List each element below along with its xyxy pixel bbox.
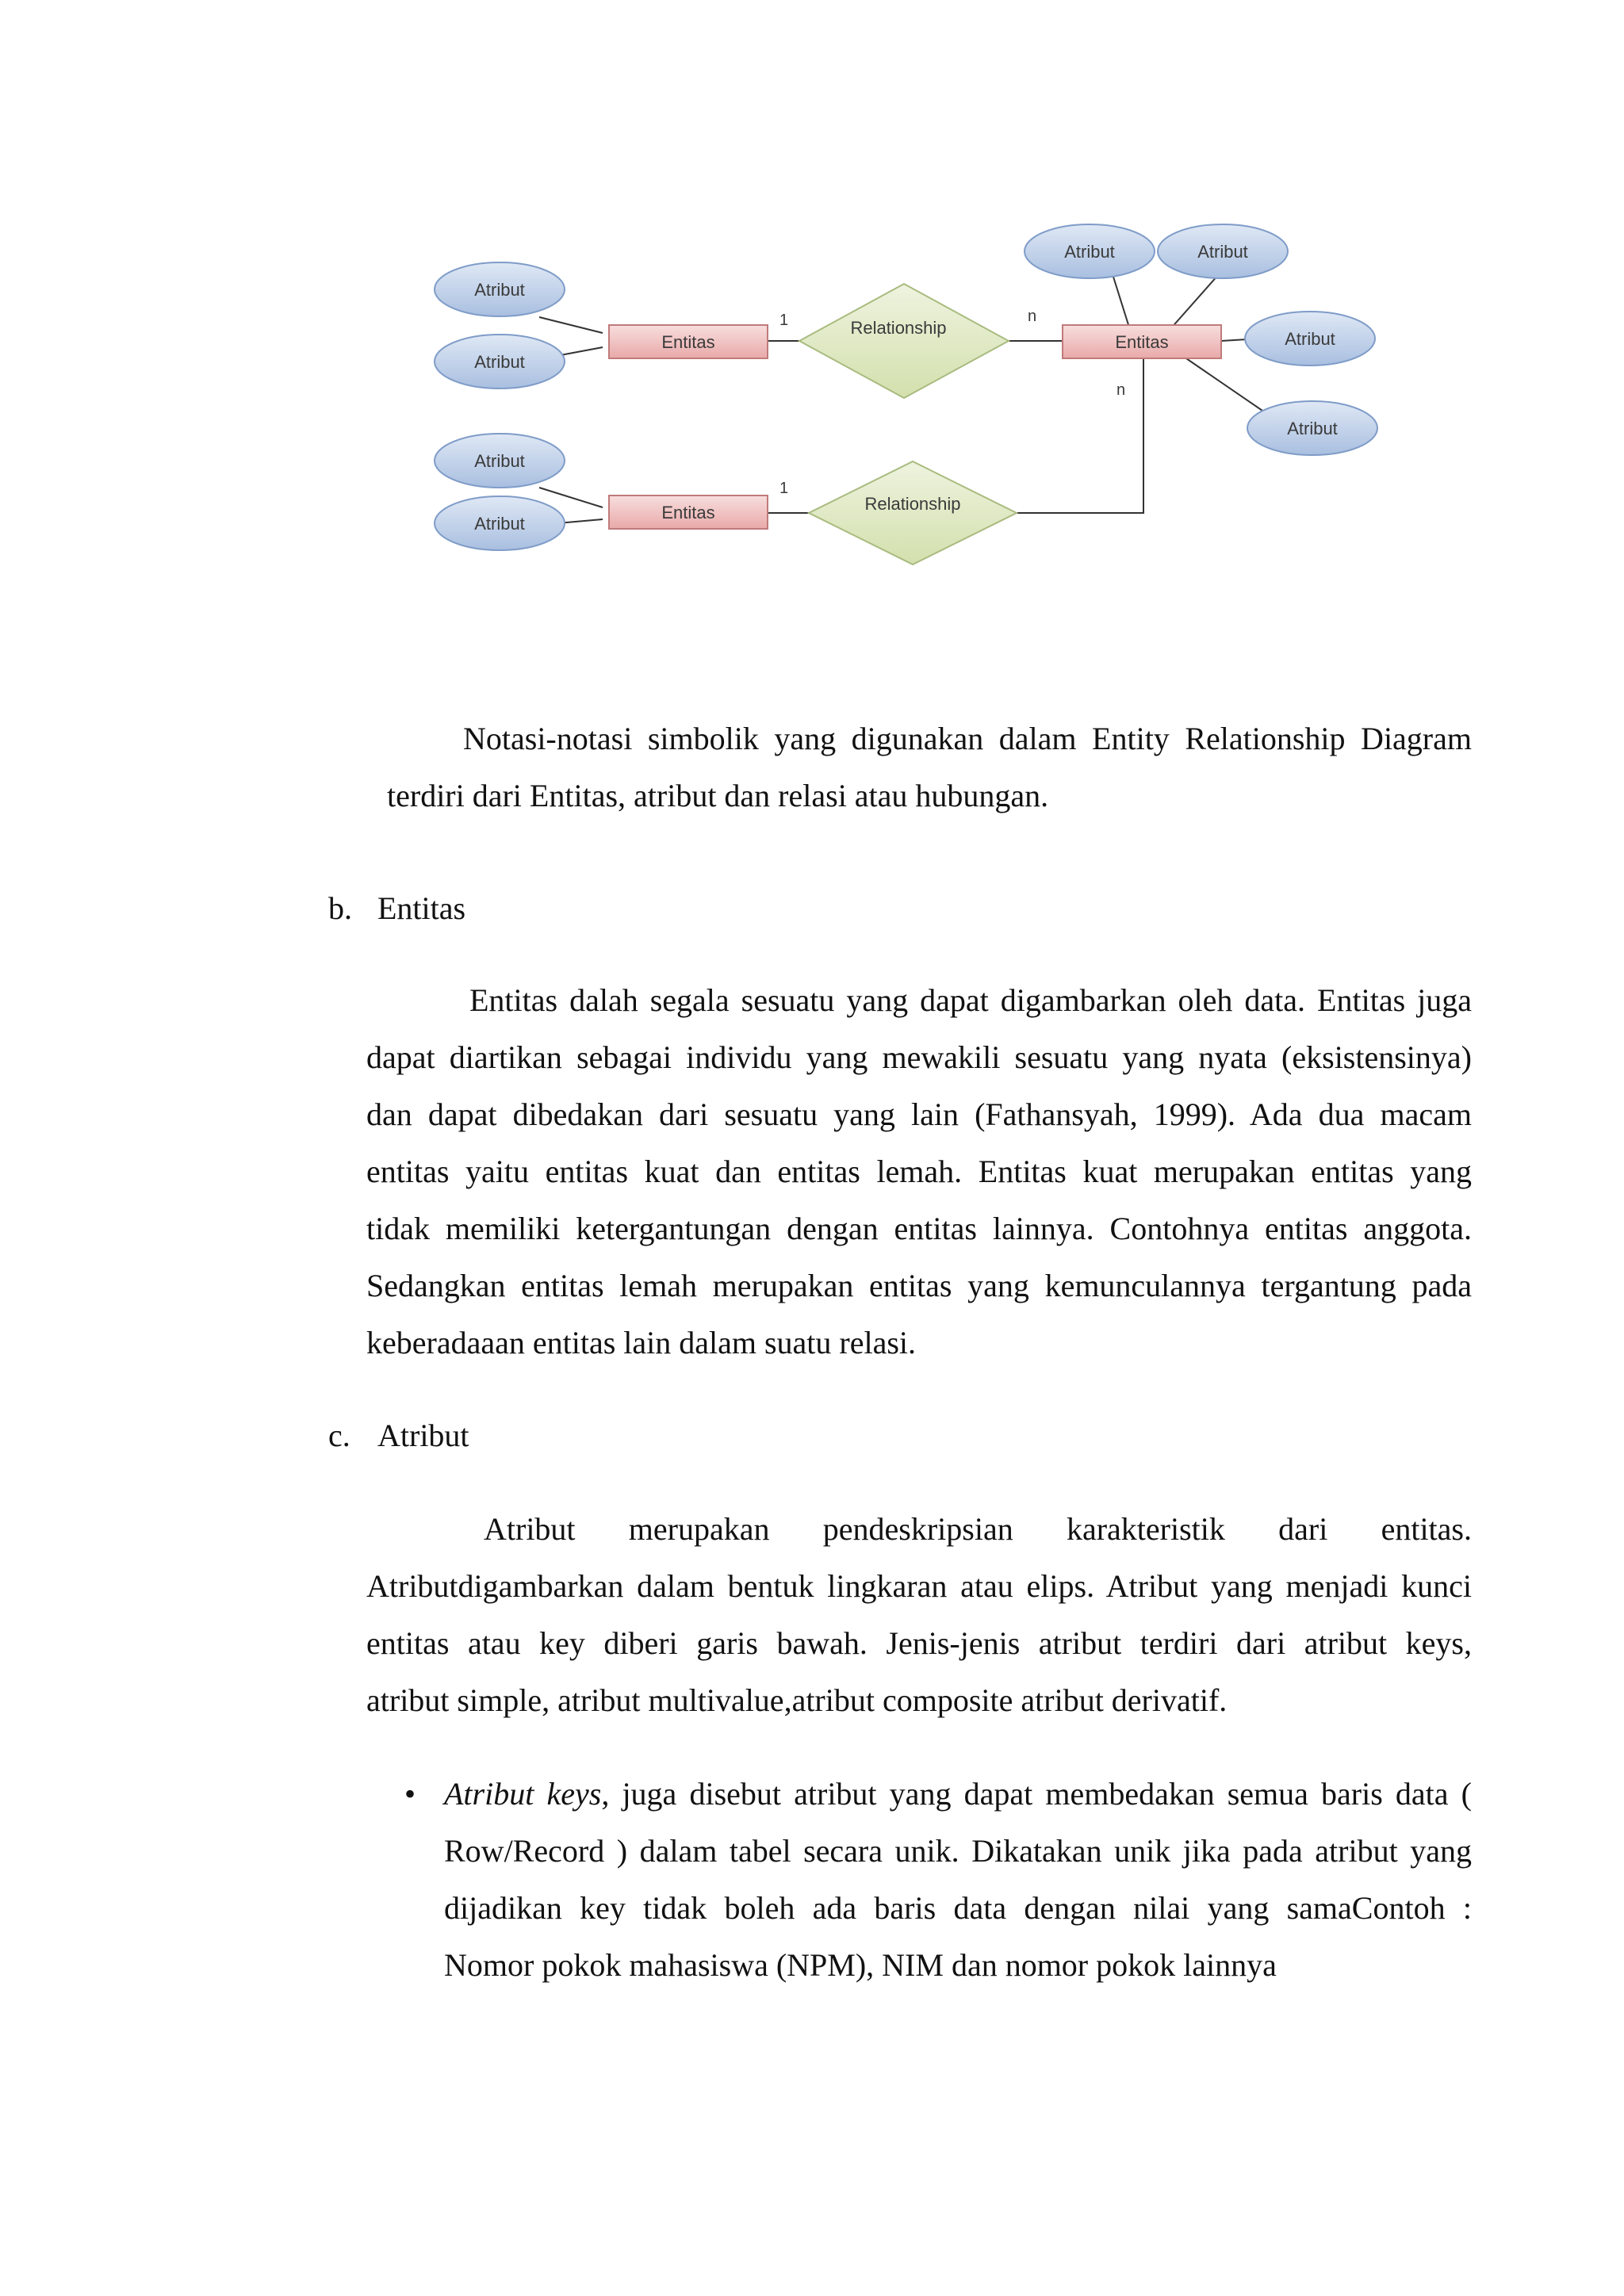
paragraph-line: Atributdigambarkan dalam bentuk lingkaran atau elips. Atribut yang menjadi kunci (366, 1568, 1472, 1604)
paragraph-line: Row/Record ) dalam tabel secara unik. Dikatakan unik jika pada atribut yang (444, 1833, 1472, 1869)
relationship-diamond (809, 461, 1017, 564)
paragraph-line: entitas atau key diberi garis bawah. Jenis-jenis atribut terdiri dari atribut keys, (366, 1625, 1472, 1661)
entity-label: Entitas (661, 503, 715, 522)
attribute-label: Atribut (474, 451, 525, 471)
attribute-ellipse (1158, 224, 1288, 278)
attribute-ellipse (435, 335, 565, 388)
paragraph-line: Entitas dalah segala sesuatu yang dapat digambarkan oleh data. Entitas juga (469, 982, 1472, 1018)
relationship-diamond (799, 284, 1009, 398)
attribute-ellipse (1245, 312, 1375, 365)
attribute-label: Atribut (474, 514, 525, 534)
relationship-label: Relationship (864, 494, 961, 514)
er-diagram (420, 214, 1396, 587)
entity-box (1063, 325, 1221, 358)
cardinality-one: 1 (779, 480, 789, 497)
line-attr1-entity1 (539, 317, 603, 333)
paragraph-line: dan dapat dibedakan dari sesuatu yang lain (Fathansyah, 1999). Ada dua macam (366, 1096, 1472, 1132)
intro-paragraph (387, 710, 1472, 825)
paragraph-line: Notasi-notasi simbolik yang digunakan dalam Entity Relationship Diagram (463, 721, 1472, 756)
cardinality-many: n (1116, 381, 1126, 399)
paragraph-line: entitas yaitu entitas kuat dan entitas lemah. Entitas kuat merupakan entitas yang (366, 1154, 1472, 1189)
entity-label: Entitas (1115, 332, 1169, 352)
line-rel2-entity2 (1017, 355, 1143, 513)
section-marker: b. (328, 890, 352, 926)
line-entity2-attr6 (1182, 355, 1265, 412)
entitas-paragraph (366, 972, 1472, 1372)
bullet-item-atribut-keys (404, 1766, 1473, 1994)
entity-box (609, 325, 768, 358)
section-marker: c. (328, 1418, 350, 1453)
paragraph-line: dijadikan key tidak boleh ada baris data dengan nilai yang samaContoh : (444, 1890, 1472, 1926)
relationship-label: Relationship (850, 318, 947, 338)
atribut-paragraph (366, 1501, 1472, 1729)
paragraph-line: tidak memiliki ketergantungan dengan entitas lainnya. Contohnya entitas anggota. (366, 1211, 1472, 1246)
bullet-icon: • (404, 1776, 416, 1812)
attribute-ellipse (435, 434, 565, 488)
attribute-ellipse (1247, 401, 1377, 455)
line-attr4-entity2 (1170, 274, 1219, 330)
line-attr3-entity2 (1113, 274, 1130, 330)
attribute-label: Atribut (1287, 419, 1338, 438)
entity-box (609, 496, 768, 529)
paragraph-line: keberadaaan entitas lain dalam suatu relasi. (366, 1325, 917, 1360)
paragraph-line: atribut simple, atribut multivalue,atribut composite atribut derivatif. (366, 1682, 1228, 1718)
bullet-first-line-text: , juga disebut atribut yang dapat membedakan semua baris data ( (601, 1776, 1473, 1812)
attribute-label: Atribut (1285, 329, 1335, 349)
attribute-ellipse (435, 496, 565, 550)
entity-label: Entitas (661, 332, 715, 352)
attribute-ellipse (435, 262, 565, 316)
bullet-term: Atribut keys (444, 1776, 602, 1812)
cardinality-one: 1 (779, 312, 789, 329)
line-attr7-entity3 (539, 488, 603, 507)
paragraph-line: Nomor pokok mahasiswa (NPM), NIM dan nomor pokok lainnya (444, 1947, 1277, 1983)
paragraph-line: Atribut merupakan pendeskripsian karakteristik dari entitas. (484, 1511, 1472, 1547)
attribute-label: Atribut (1197, 242, 1248, 262)
paragraph-line: dapat diartikan sebagai individu yang mewakili sesuatu yang nyata (eksistensinya) (366, 1039, 1472, 1075)
section-heading-entitas (328, 880, 465, 937)
section-title: Entitas (377, 890, 466, 926)
cardinality-many: n (1028, 308, 1037, 325)
section-title: Atribut (377, 1418, 469, 1453)
paragraph-line: Sedangkan entitas lemah merupakan entitas yang kemunculannya tergantung pada (366, 1268, 1472, 1303)
attribute-label: Atribut (1064, 242, 1115, 262)
attribute-label: Atribut (474, 352, 525, 372)
paragraph-line: terdiri dari Entitas, atribut dan relasi atau hubungan. (387, 778, 1049, 813)
line-entity2-attr5 (1221, 339, 1247, 341)
section-heading-atribut (328, 1407, 469, 1464)
attribute-label: Atribut (474, 280, 525, 300)
attribute-ellipse (1025, 224, 1155, 278)
bullet-first-line (444, 1766, 1472, 1823)
